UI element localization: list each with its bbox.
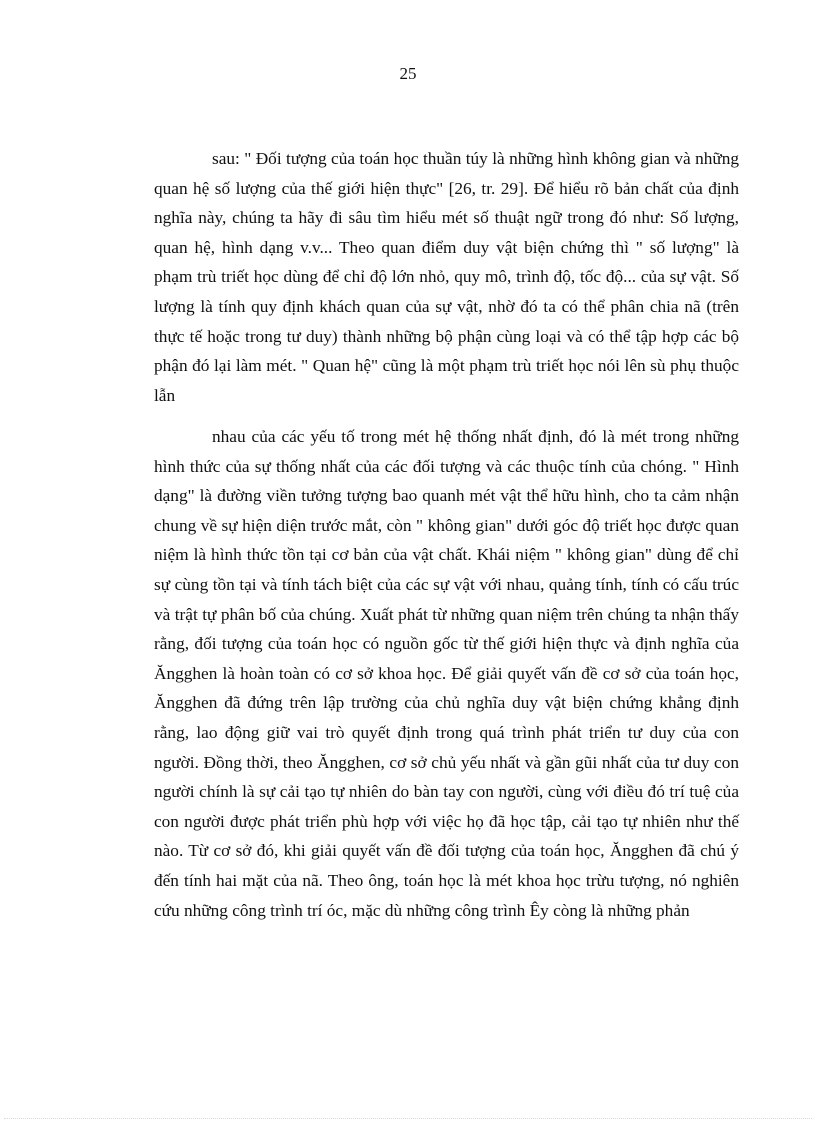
body-paragraph-2: nhau của các yếu tố trong mét hệ thống nhất định, đó là mét trong những hình thức của sự thống nhất của các đối tượng và các thuộc tính của chóng. " Hình dạng" là đường viền tưởng tượng bao quanh mét vật thể hữu hình, cho ta cảm nhận chung về sự hiện diện trước mắt, còn " không gian" dưới góc độ triết học được quan niệm là hình thức tồn tại cơ bản của vật chất. Khái niệm " không gian" dùng để chỉ sự cùng tồn tại và tính tách biệt của các sự vật với nhau, quảng tính, tính có cấu trúc và trật tự phân bố của chúng. Xuất phát từ những quan niệm trên chúng ta nhận thấy rằng, đối tượng của toán học có nguồn gốc từ thế giới hiện thực và định nghĩa của Ăngghen là hoàn toàn có cơ sở khoa học. Để giải quyết vấn đề cơ sở của toán học, Ăngghen đã đứng trên lập trường của chủ nghĩa duy vật biện chứng khẳng định rằng, lao động giữ vai trò quyết định trong quá trình phát triển tư duy của con người. Đồng thời, theo Ăngghen, cơ sở chủ yếu nhất và gần gũi nhất của tư duy con người chính là sự cải tạo tự nhiên do bàn tay con người, cùng với điều đó trí tuệ của con người được phát triển phù hợp với việc họ đã học tập, cải tạo tự nhiên như thế nào. Từ cơ sở đó, khi giải quyết vấn đề đối tượng của toán học, Ăngghen đã chú ý đến tính hai mặt của nã. Theo ông, toán học là mét khoa học trừu tượng, nó nghiên cứu những công trình trí óc, mặc dù những công trình Êy còng là những phản xyxy=(154,427,739,920)
page-number: 25 xyxy=(399,64,417,83)
page-bottom-divider xyxy=(4,1118,812,1119)
body-paragraph-1: sau: " Đối tượng của toán học thuần túy là những hình không gian và những quan hệ số lượng của thế giới hiện thực" [26, tr. 29]. Để hiểu rõ bản chất của định nghĩa này, chúng ta hãy đi sâu tìm hiểu mét số thuật ngữ trong đó như: Số lượng, quan hệ, hình dạng v.v... Theo quan điểm duy vật biện chứng thì " số lượng" là phạm trù triết học dùng để chỉ độ lớn nhỏ, quy mô, trình độ, tốc độ... của sự vật. Số lượng là tính quy định khách quan của sự vật, nhờ đó ta có thể phân chia nã (trên thực tế hoặc trong tư duy) thành những bộ phận cùng loại và có thể tập hợp các bộ phận đó lại làm mét. " Quan hệ" cũng là một phạm trù triết học nói lên sù phụ thuộc lẫn xyxy=(154,149,739,405)
